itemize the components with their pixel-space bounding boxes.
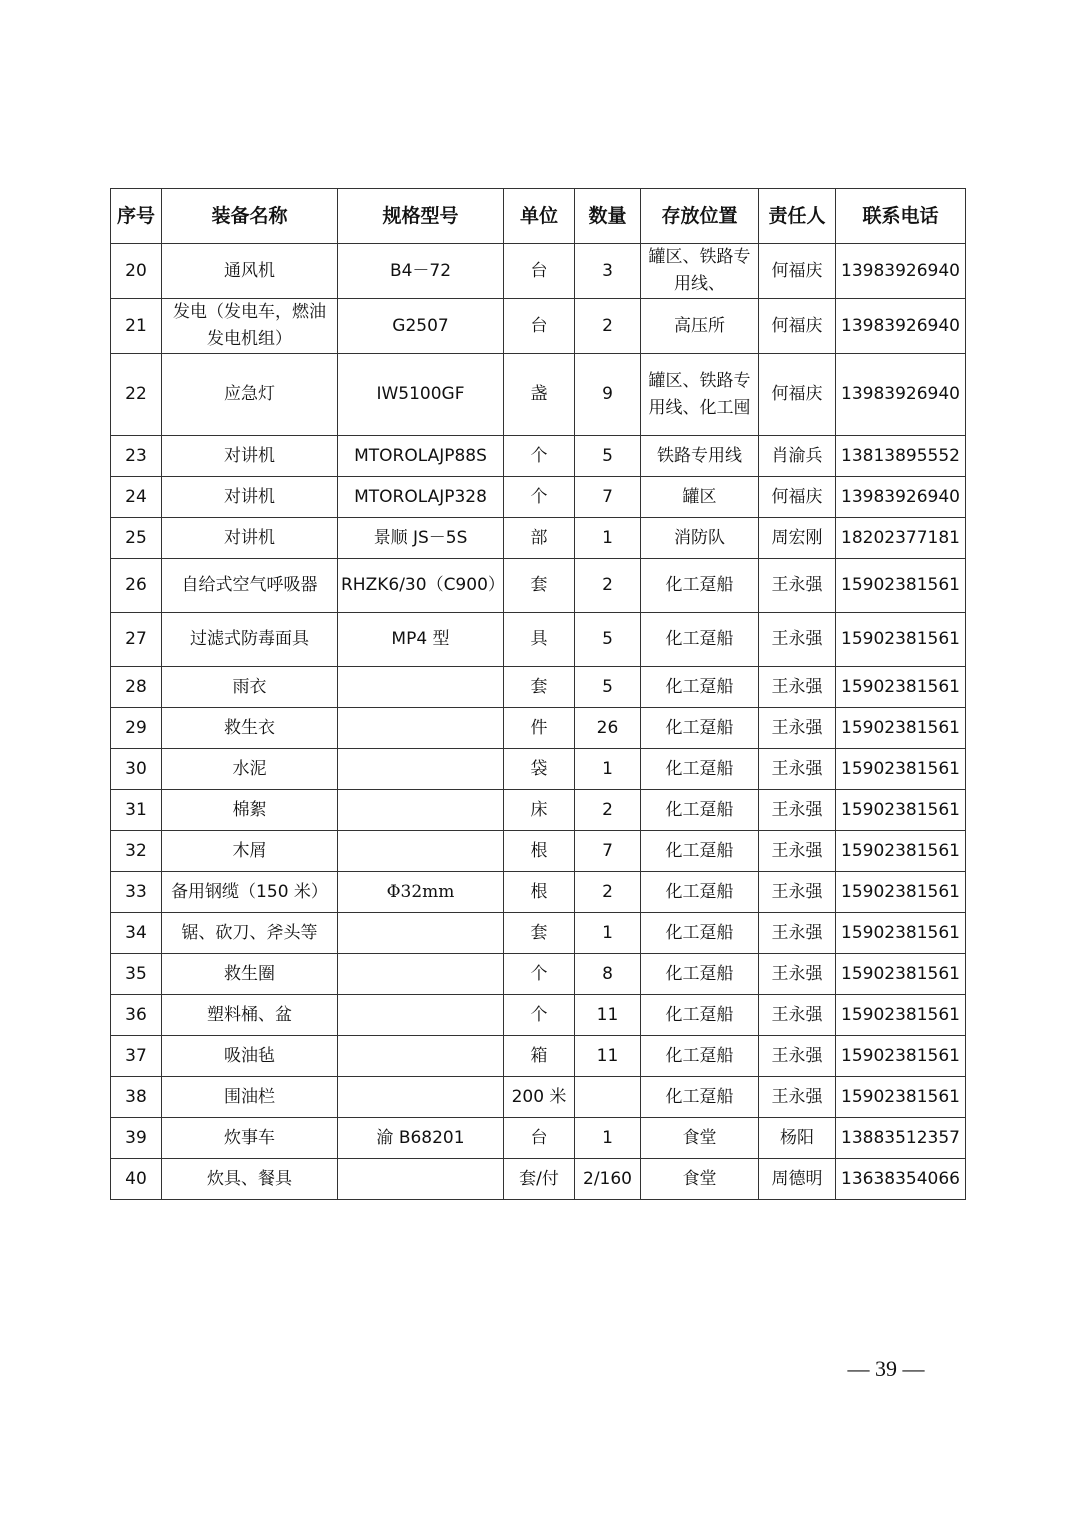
cell-unit: 个 [504, 954, 575, 995]
cell-unit: 个 [504, 477, 575, 518]
cell-owner: 王永强 [759, 790, 836, 831]
cell-name: 对讲机 [162, 436, 338, 477]
cell-unit: 台 [504, 1118, 575, 1159]
cell-unit: 盏 [504, 354, 575, 436]
header-name: 装备名称 [162, 189, 338, 244]
cell-name: 雨衣 [162, 667, 338, 708]
cell-owner: 王永强 [759, 1036, 836, 1077]
header-phone: 联系电话 [836, 189, 966, 244]
cell-model: RHZK6/30（C900） [338, 559, 504, 613]
cell-model [338, 913, 504, 954]
cell-qty: 5 [575, 667, 641, 708]
cell-name: 木屑 [162, 831, 338, 872]
cell-model: B4－72 [338, 244, 504, 299]
cell-unit: 根 [504, 872, 575, 913]
cell-owner: 王永强 [759, 667, 836, 708]
table-row [111, 995, 966, 1036]
table-row [111, 1077, 966, 1118]
cell-unit: 袋 [504, 749, 575, 790]
cell-qty: 7 [575, 831, 641, 872]
cell-qty: 26 [575, 708, 641, 749]
cell-seq: 34 [111, 913, 162, 954]
table-row [111, 872, 966, 913]
cell-model: MTOROLAJP88S [338, 436, 504, 477]
cell-name: 炊具、餐具 [162, 1159, 338, 1200]
cell-name: 水泥 [162, 749, 338, 790]
header-location: 存放位置 [641, 189, 759, 244]
cell-seq: 25 [111, 518, 162, 559]
cell-name: 救生衣 [162, 708, 338, 749]
cell-seq: 38 [111, 1077, 162, 1118]
cell-model [338, 790, 504, 831]
table-row [111, 477, 966, 518]
cell-unit: 部 [504, 518, 575, 559]
cell-seq: 39 [111, 1118, 162, 1159]
cell-location: 化工趸船 [641, 954, 759, 995]
cell-unit: 床 [504, 790, 575, 831]
cell-location: 化工趸船 [641, 1077, 759, 1118]
cell-name: 过滤式防毒面具 [162, 613, 338, 667]
cell-phone: 15902381561 [836, 831, 966, 872]
cell-phone: 13813895552 [836, 436, 966, 477]
cell-qty [575, 1077, 641, 1118]
table-row [111, 749, 966, 790]
cell-qty: 2/160 [575, 1159, 641, 1200]
cell-qty: 8 [575, 954, 641, 995]
cell-owner: 王永强 [759, 1077, 836, 1118]
cell-location: 化工趸船 [641, 1036, 759, 1077]
cell-owner: 王永强 [759, 872, 836, 913]
cell-owner: 何福庆 [759, 244, 836, 299]
cell-qty: 5 [575, 436, 641, 477]
cell-location: 消防队 [641, 518, 759, 559]
cell-phone: 15902381561 [836, 749, 966, 790]
cell-model: Φ32mm [338, 872, 504, 913]
cell-phone: 15902381561 [836, 913, 966, 954]
cell-qty: 1 [575, 518, 641, 559]
cell-seq: 28 [111, 667, 162, 708]
cell-unit: 件 [504, 708, 575, 749]
cell-unit: 个 [504, 436, 575, 477]
cell-seq: 40 [111, 1159, 162, 1200]
cell-unit: 根 [504, 831, 575, 872]
table-row [111, 518, 966, 559]
cell-name: 发电（发电车，燃油发电机组） [162, 299, 338, 354]
cell-owner: 周德明 [759, 1159, 836, 1200]
cell-location: 化工趸船 [641, 872, 759, 913]
cell-name: 围油栏 [162, 1077, 338, 1118]
table-row [111, 354, 966, 436]
cell-owner: 王永强 [759, 913, 836, 954]
cell-name: 炊事车 [162, 1118, 338, 1159]
header-row [111, 189, 966, 244]
cell-phone: 18202377181 [836, 518, 966, 559]
cell-unit: 套 [504, 559, 575, 613]
table-row [111, 790, 966, 831]
header-seq: 序号 [111, 189, 162, 244]
cell-name: 棉絮 [162, 790, 338, 831]
table-row [111, 559, 966, 613]
cell-owner: 王永强 [759, 831, 836, 872]
cell-owner: 何福庆 [759, 477, 836, 518]
table-row [111, 831, 966, 872]
cell-qty: 1 [575, 749, 641, 790]
cell-location: 化工趸船 [641, 667, 759, 708]
cell-location: 罐区、铁路专用线、 [641, 244, 759, 299]
table-body [111, 244, 966, 1200]
table-row [111, 1036, 966, 1077]
cell-qty: 2 [575, 559, 641, 613]
page-number: — 39 — [847, 1356, 925, 1381]
cell-owner: 王永强 [759, 995, 836, 1036]
cell-seq: 23 [111, 436, 162, 477]
cell-phone: 15902381561 [836, 1077, 966, 1118]
cell-qty: 9 [575, 354, 641, 436]
cell-unit: 套/付 [504, 1159, 575, 1200]
cell-seq: 27 [111, 613, 162, 667]
cell-name: 救生圈 [162, 954, 338, 995]
table-row [111, 913, 966, 954]
cell-model [338, 831, 504, 872]
cell-phone: 15902381561 [836, 559, 966, 613]
table-row [111, 1159, 966, 1200]
cell-location: 罐区、铁路专用线、化工囤 [641, 354, 759, 436]
cell-unit: 个 [504, 995, 575, 1036]
cell-name: 吸油毡 [162, 1036, 338, 1077]
table-row [111, 954, 966, 995]
cell-qty: 11 [575, 1036, 641, 1077]
cell-qty: 1 [575, 913, 641, 954]
cell-seq: 36 [111, 995, 162, 1036]
cell-owner: 何福庆 [759, 354, 836, 436]
cell-phone: 13983926940 [836, 477, 966, 518]
cell-name: 备用钢缆（150 米） [162, 872, 338, 913]
cell-model [338, 667, 504, 708]
cell-owner: 杨阳 [759, 1118, 836, 1159]
cell-location: 化工趸船 [641, 913, 759, 954]
cell-model: IW5100GF [338, 354, 504, 436]
cell-location: 高压所 [641, 299, 759, 354]
cell-seq: 32 [111, 831, 162, 872]
cell-model [338, 708, 504, 749]
cell-owner: 王永强 [759, 954, 836, 995]
cell-name: 锯、砍刀、斧头等 [162, 913, 338, 954]
cell-name: 自给式空气呼吸器 [162, 559, 338, 613]
cell-owner: 何福庆 [759, 299, 836, 354]
cell-phone: 13638354066 [836, 1159, 966, 1200]
header-qty: 数量 [575, 189, 641, 244]
cell-model [338, 954, 504, 995]
cell-unit: 台 [504, 244, 575, 299]
cell-seq: 29 [111, 708, 162, 749]
cell-qty: 7 [575, 477, 641, 518]
table-row [111, 436, 966, 477]
cell-phone: 15902381561 [836, 790, 966, 831]
cell-location: 化工趸船 [641, 790, 759, 831]
cell-location: 食堂 [641, 1159, 759, 1200]
cell-unit: 套 [504, 667, 575, 708]
cell-owner: 肖渝兵 [759, 436, 836, 477]
table-row [111, 1118, 966, 1159]
equipment-table [110, 188, 966, 1200]
cell-unit: 200 米 [504, 1077, 575, 1118]
header-model: 规格型号 [338, 189, 504, 244]
table-row [111, 299, 966, 354]
cell-model: MP4 型 [338, 613, 504, 667]
cell-phone: 15902381561 [836, 667, 966, 708]
cell-seq: 22 [111, 354, 162, 436]
cell-owner: 王永强 [759, 749, 836, 790]
cell-model [338, 1159, 504, 1200]
cell-phone: 15902381561 [836, 1036, 966, 1077]
cell-seq: 30 [111, 749, 162, 790]
cell-name: 通风机 [162, 244, 338, 299]
cell-location: 化工趸船 [641, 995, 759, 1036]
cell-phone: 13983926940 [836, 354, 966, 436]
cell-seq: 31 [111, 790, 162, 831]
cell-location: 化工趸船 [641, 831, 759, 872]
cell-seq: 21 [111, 299, 162, 354]
cell-phone: 15902381561 [836, 872, 966, 913]
cell-model [338, 1036, 504, 1077]
cell-name: 对讲机 [162, 477, 338, 518]
cell-qty: 1 [575, 1118, 641, 1159]
cell-model: G2507 [338, 299, 504, 354]
header-owner: 责任人 [759, 189, 836, 244]
cell-model [338, 1077, 504, 1118]
cell-unit: 箱 [504, 1036, 575, 1077]
cell-phone: 15902381561 [836, 613, 966, 667]
cell-location: 铁路专用线 [641, 436, 759, 477]
cell-qty: 2 [575, 299, 641, 354]
cell-model: 景顺 JS－5S [338, 518, 504, 559]
cell-phone: 13883512357 [836, 1118, 966, 1159]
cell-unit: 具 [504, 613, 575, 667]
cell-unit: 套 [504, 913, 575, 954]
cell-qty: 2 [575, 872, 641, 913]
cell-seq: 26 [111, 559, 162, 613]
cell-seq: 24 [111, 477, 162, 518]
cell-owner: 周宏刚 [759, 518, 836, 559]
cell-seq: 33 [111, 872, 162, 913]
table-row [111, 708, 966, 749]
cell-seq: 37 [111, 1036, 162, 1077]
cell-location: 化工趸船 [641, 749, 759, 790]
cell-phone: 15902381561 [836, 954, 966, 995]
cell-owner: 王永强 [759, 708, 836, 749]
header-unit: 单位 [504, 189, 575, 244]
cell-seq: 35 [111, 954, 162, 995]
cell-location: 化工趸船 [641, 708, 759, 749]
cell-name: 塑料桶、盆 [162, 995, 338, 1036]
cell-location: 罐区 [641, 477, 759, 518]
cell-qty: 5 [575, 613, 641, 667]
cell-unit: 台 [504, 299, 575, 354]
cell-phone: 15902381561 [836, 708, 966, 749]
cell-phone: 15902381561 [836, 995, 966, 1036]
cell-model: 渝 B68201 [338, 1118, 504, 1159]
cell-model [338, 749, 504, 790]
table-row [111, 244, 966, 299]
table-row [111, 613, 966, 667]
cell-model [338, 995, 504, 1036]
cell-seq: 20 [111, 244, 162, 299]
cell-location: 食堂 [641, 1118, 759, 1159]
cell-name: 应急灯 [162, 354, 338, 436]
cell-model: MTOROLAJP328 [338, 477, 504, 518]
cell-qty: 3 [575, 244, 641, 299]
cell-location: 化工趸船 [641, 613, 759, 667]
cell-phone: 13983926940 [836, 244, 966, 299]
cell-qty: 11 [575, 995, 641, 1036]
cell-qty: 2 [575, 790, 641, 831]
table-row [111, 667, 966, 708]
cell-phone: 13983926940 [836, 299, 966, 354]
cell-owner: 王永强 [759, 613, 836, 667]
cell-name: 对讲机 [162, 518, 338, 559]
cell-location: 化工趸船 [641, 559, 759, 613]
cell-owner: 王永强 [759, 559, 836, 613]
